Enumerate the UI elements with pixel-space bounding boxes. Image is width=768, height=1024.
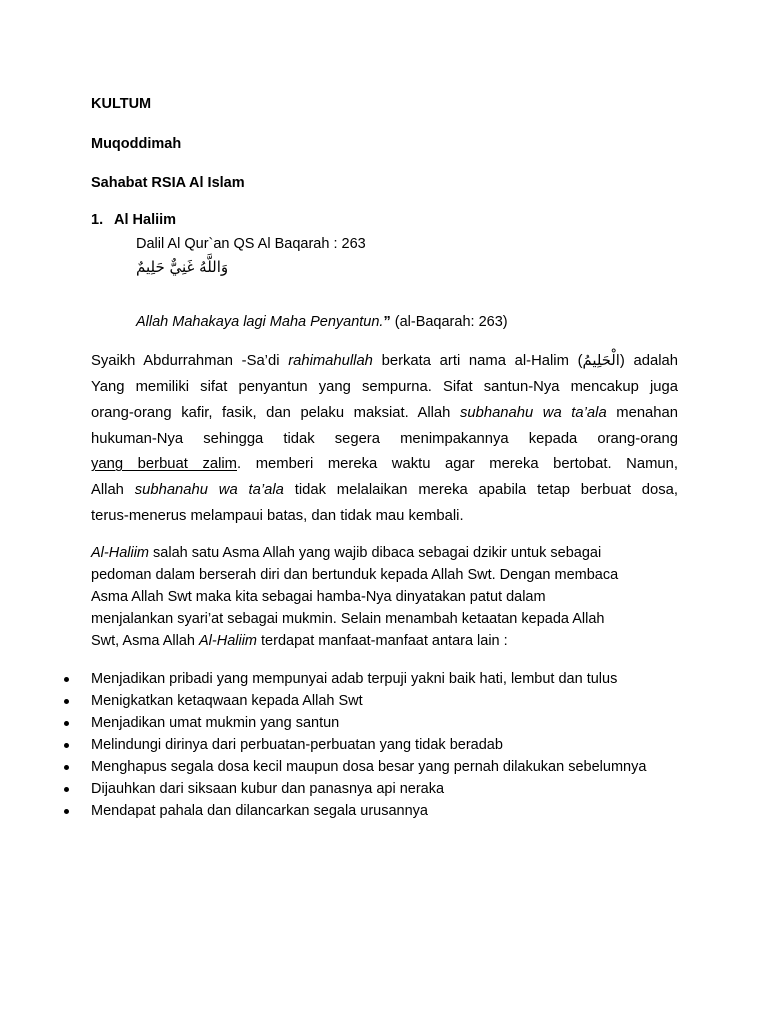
- translation-line: [136, 314, 508, 330]
- underlined-phrase: yang berbuat zalim: [91, 456, 237, 472]
- paragraph2-line4: menjalankan syari’at sebagai mukmin. Selain menambah ketaatan kepada Allah: [91, 611, 605, 627]
- paragraph2-line3: Asma Allah Swt maka kita sebagai hamba-Nya dinyatakan patut dalam: [91, 589, 546, 605]
- paragraph1-line5: yang berbuat zalim. memberi mereka waktu agar mereka bertobat. Namun,: [91, 456, 678, 472]
- translation-text: Allah Mahakaya lagi Maha Penyantun.: [136, 314, 384, 330]
- list-item: Menjadikan umat mukmin yang santun: [64, 712, 664, 734]
- paragraph1-line6: Allah subhanahu wa ta’ala tidak melalaikan mereka apabila tetap berbuat dosa,: [91, 482, 679, 498]
- bullet-icon: [64, 721, 69, 726]
- section-title: Al Haliim: [114, 212, 177, 228]
- bullet-icon: [64, 699, 69, 704]
- bullet-icon: [64, 787, 69, 792]
- list-item: Mendapat pahala dan dilancarkan segala urusannya: [64, 800, 664, 822]
- arabic-al-halim: الْحَلِيمُ: [582, 352, 620, 369]
- translation-reference: (al-Baqarah: 263): [390, 314, 508, 330]
- bullet-icon: [64, 677, 69, 682]
- list-item: Menigkatkan ketaqwaan kepada Allah Swt: [64, 690, 664, 712]
- heading-sahabat: Sahabat RSIA Al Islam: [91, 175, 245, 191]
- list-item: Menjadikan pribadi yang mempunyai adab terpuji yakni baik hati, lembut dan tulus: [64, 668, 664, 690]
- paragraph1-line1: Syaikh Abdurrahman -Sa’di rahimahullah berkata arti nama al-Halim (الْحَلِيمُ) adalah: [91, 352, 678, 369]
- document-title: KULTUM: [91, 96, 152, 112]
- paragraph2-line2: pedoman dalam berserah diri dan bertunduk kepada Allah Swt. Dengan membaca: [91, 567, 619, 583]
- paragraph1-line3: orang-orang kafir, fasik, dan pelaku maksiat. Allah subhanahu wa ta’ala menahan: [91, 405, 678, 421]
- paragraph2-line5: Swt, Asma Allah Al-Haliim terdapat manfaat-manfaat antara lain :: [91, 633, 508, 649]
- paragraph1-line4: hukuman-Nya sehingga tidak segera menimpakannya kepada orang-orang: [91, 431, 678, 447]
- paragraph2-line1: Al-Haliim salah satu Asma Allah yang wajib dibaca sebagai dzikir untuk sebagai: [91, 545, 602, 561]
- bullet-icon: [64, 765, 69, 770]
- paragraph1-line7: terus-menerus melampaui batas, dan tidak mau kembali.: [91, 508, 464, 524]
- heading-muqoddimah: Muqoddimah: [91, 136, 182, 152]
- list-item: Menghapus segala dosa kecil maupun dosa besar yang pernah dilakukan sebelumnya: [64, 756, 664, 778]
- bullet-icon: [64, 809, 69, 814]
- bullet-icon: [64, 743, 69, 748]
- list-item: Dijauhkan dari siksaan kubur dan panasnya api neraka: [64, 778, 664, 800]
- list-item: Melindungi dirinya dari perbuatan-perbuatan yang tidak beradab: [64, 734, 664, 756]
- paragraph1-line2: Yang memiliki sifat penyantun yang sempurna. Sifat santun-Nya mencakup juga: [91, 379, 678, 395]
- benefits-list: [64, 668, 664, 822]
- dalil-label: Dalil Al Qur`an QS Al Baqarah : 263: [136, 236, 366, 252]
- section-number: 1.: [91, 212, 104, 228]
- arabic-verse: وَاللَّهُ غَنِيٌّ حَلِيمٌ: [136, 258, 229, 276]
- translation-quote: ”: [383, 314, 391, 330]
